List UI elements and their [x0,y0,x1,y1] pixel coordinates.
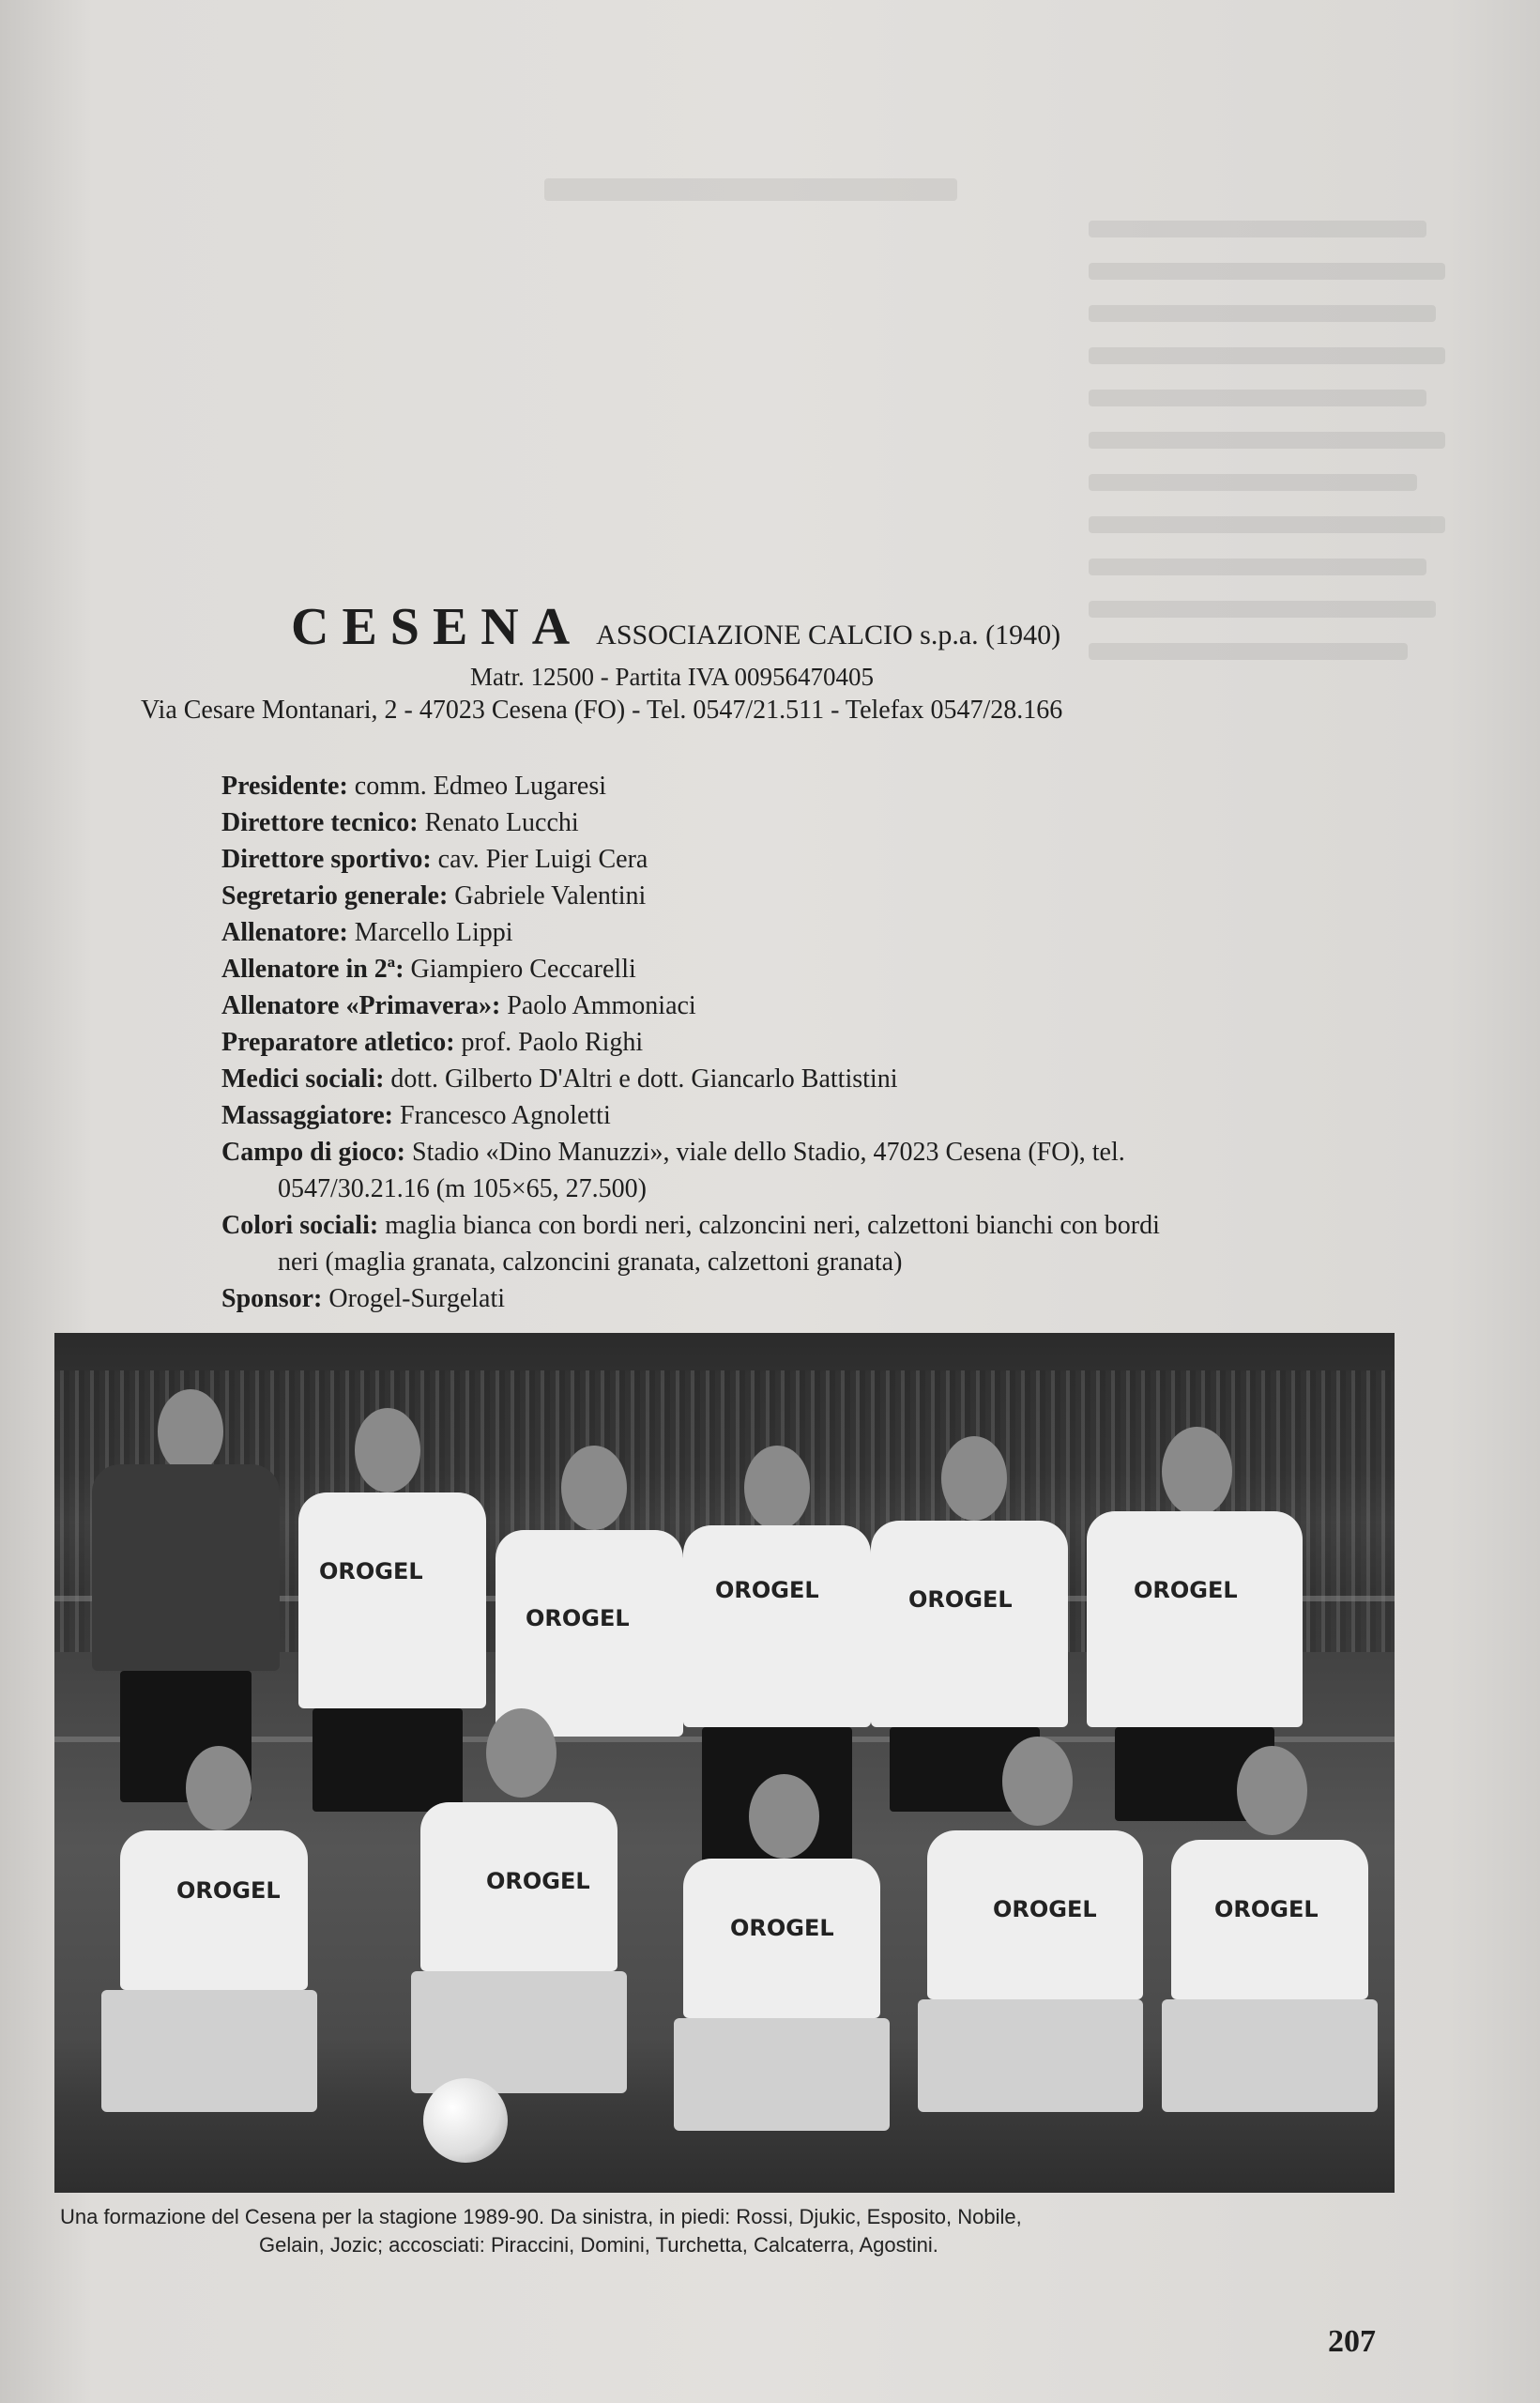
photo-caption [60,2203,1396,2259]
club-address: Via Cesare Montanari, 2 - 47023 Cesena (FO) - Tel. 0547/21.511 - Telefax 0547/28.166 [141,696,1063,725]
page-number: 207 [1328,2324,1376,2359]
info-row-preparatore [221,1024,1423,1061]
club-info-list [221,768,1423,1317]
shirt-sponsor-text: OROGEL [319,1558,423,1584]
club-registration: Matr. 12500 - Partita IVA 00956470405 [470,663,874,691]
info-row-presidente [221,768,1423,804]
info-value: cav. Pier Luigi Cera [437,845,648,874]
shirt-sponsor-text: OROGEL [1214,1896,1319,1922]
crouching-player [655,1774,899,2168]
info-label: Massaggiatore: [221,1101,393,1130]
info-row-direttore-sportivo [221,841,1423,878]
info-row-allenatore-primavera [221,987,1423,1024]
info-label: Colori sociali: [221,1211,379,1240]
crouching-player [392,1708,636,2140]
info-label: Medici sociali: [221,1064,385,1094]
info-value-continued: neri (maglia granata, calzoncini granata, calzettoni granata) [278,1247,903,1277]
info-row-sponsor [221,1280,1423,1317]
club-name: CESENA [291,598,584,656]
shirt-sponsor-text: OROGEL [176,1877,281,1904]
info-value: Francesco Agnoletti [400,1101,611,1130]
crouching-player [83,1746,327,2140]
info-value: prof. Paolo Righi [461,1028,644,1057]
info-row-campo [221,1134,1423,1207]
shirt-sponsor-text: OROGEL [526,1605,630,1631]
info-row-allenatore [221,914,1423,951]
football [423,2078,508,2163]
info-value: Orogel-Surgelati [328,1284,506,1313]
info-value: Renato Lucchi [424,808,579,837]
caption-line-1: Una formazione del Cesena per la stagione 1989-90. Da sinistra, in piedi: Rossi, Djukic, Esposito, Nobile, [60,2205,1022,2228]
info-value: comm. Edmeo Lugaresi [354,772,607,801]
caption-line-2: Gelain, Jozic; accosciati: Piraccini, Domini, Turchetta, Calcaterra, Agostini. [259,2233,938,2257]
crouching-player [1152,1746,1387,2140]
info-value: Stadio «Dino Manuzzi», viale dello Stadio, 47023 Cesena (FO), tel. [412,1138,1125,1167]
club-full-name: ASSOCIAZIONE CALCIO s.p.a. (1940) [596,620,1061,650]
info-row-medici [221,1061,1423,1097]
info-row-segretario [221,878,1423,914]
info-value: Giampiero Ceccarelli [410,955,636,984]
club-title-line [291,597,1060,657]
shirt-sponsor-text: OROGEL [715,1577,819,1603]
info-label: Allenatore «Primavera»: [221,991,501,1020]
info-label: Direttore sportivo: [221,845,432,874]
info-label: Presidente: [221,772,348,801]
info-value-continued: 0547/30.21.16 (m 105×65, 27.500) [278,1174,647,1203]
info-row-colori [221,1207,1423,1280]
info-label: Direttore tecnico: [221,808,419,837]
shirt-sponsor-text: OROGEL [486,1868,590,1894]
crouching-player [899,1737,1162,2131]
shirt-sponsor-text: OROGEL [908,1586,1013,1613]
shirt-sponsor-text: OROGEL [1134,1577,1238,1603]
info-label: Sponsor: [221,1284,323,1313]
info-row-allenatore-2 [221,951,1423,987]
info-value: Gabriele Valentini [454,881,647,911]
info-label: Campo di gioco: [221,1138,405,1167]
info-row-direttore-tecnico [221,804,1423,841]
shirt-sponsor-text: OROGEL [993,1896,1097,1922]
shirt-sponsor-text: OROGEL [730,1915,834,1941]
info-value: Paolo Ammoniaci [507,991,696,1020]
info-label: Segretario generale: [221,881,449,911]
info-label: Allenatore in 2ª: [221,955,404,984]
info-label: Preparatore atletico: [221,1028,455,1057]
info-label: Allenatore: [221,918,348,947]
info-value: maglia bianca con bordi neri, calzoncini neri, calzettoni bianchi con bordi [385,1211,1160,1240]
info-value: dott. Gilberto D'Altri e dott. Giancarlo Battistini [390,1064,898,1094]
team-photo [54,1333,1395,2193]
info-row-massaggiatore [221,1097,1423,1134]
info-value: Marcello Lippi [354,918,513,947]
